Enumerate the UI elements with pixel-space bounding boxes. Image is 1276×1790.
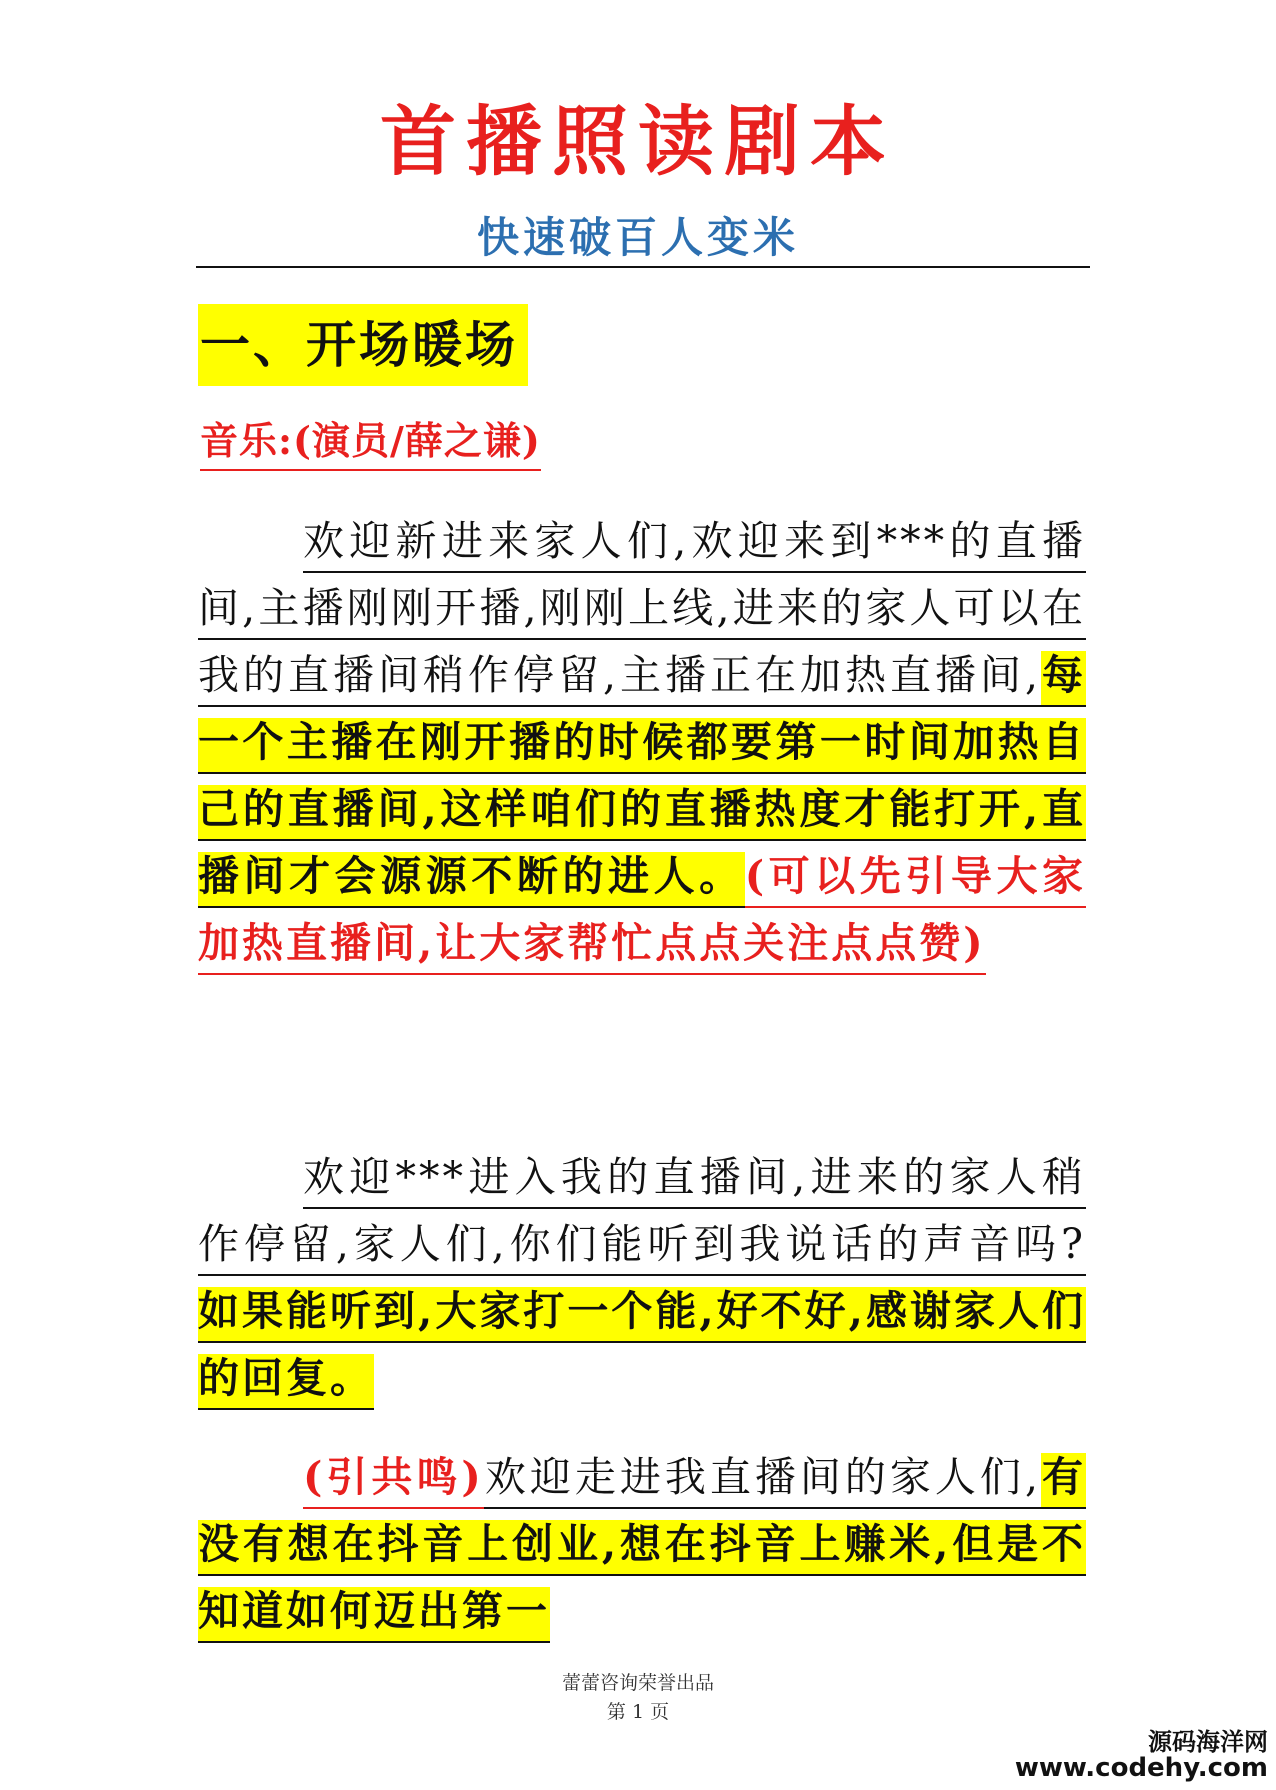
- header-divider: [196, 266, 1090, 268]
- watermark: [1014, 1727, 1268, 1783]
- section-heading-opening: 一、开场暖场: [198, 304, 528, 386]
- document-title: 首播照读剧本: [380, 97, 896, 186]
- paragraph-greeting: [198, 1144, 1086, 1412]
- highlighted-text: 每一个主播在刚开播的时候都要第一时间加热自己的直播间,这样咱们的直播热度才能打开,直播间才会源源不断的进人。: [198, 651, 1086, 908]
- footer-publisher: 蕾蕾咨询荣誉出品: [561, 1672, 714, 1694]
- paragraph-resonance: [198, 1444, 1086, 1645]
- footer-page-number: 第 1 页: [606, 1701, 670, 1723]
- paragraph-text: 欢迎新进来家人们,欢迎来到***的直播间,主播刚刚开播,刚刚上线,进来的家人可以在我的直播间稍作停留,主播正在加热直播间,: [198, 517, 1086, 707]
- red-note-text: (引共鸣): [303, 1453, 484, 1509]
- highlighted-text: 如果能听到,大家打一个能,好不好,感谢家人们的回复。: [198, 1287, 1086, 1410]
- watermark-name: 源码海洋网: [1148, 1727, 1268, 1756]
- paragraph-text: 欢迎***进入我的直播间,进来的家人稍作停留,家人们,你们能听到我说话的声音吗?: [198, 1153, 1086, 1276]
- music-note: 音乐:(演员/薛之谦): [200, 410, 541, 471]
- red-note-text: (可以先引导大家加热直播间,让大家帮忙点点关注点点赞): [198, 852, 1086, 975]
- watermark-url: www.codehy.com: [1014, 1752, 1268, 1783]
- document-subtitle: 快速破百人变米: [476, 213, 799, 262]
- paragraph-welcome: [198, 508, 1086, 977]
- highlighted-text: 有没有想在抖音上创业,想在抖音上赚米,但是不知道如何迈出第一: [198, 1453, 1086, 1643]
- paragraph-text: 欢迎走进我直播间的家人们,: [484, 1453, 1041, 1509]
